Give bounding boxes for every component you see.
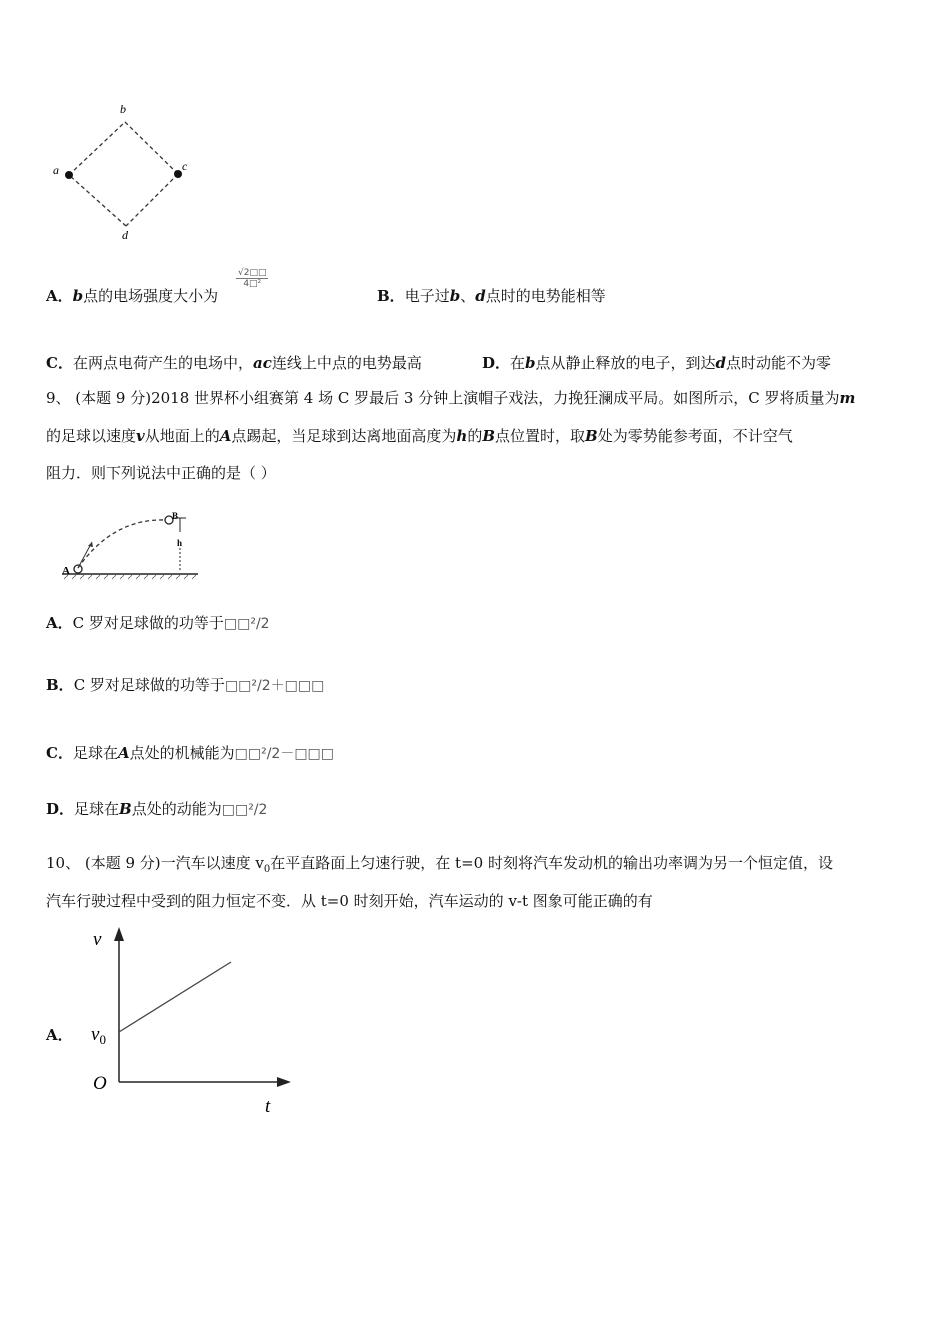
charge-a-dot — [65, 171, 73, 179]
vt-graph-option-a — [85, 925, 300, 1120]
y-axis-label: v — [93, 929, 102, 950]
q8-option-c: C．在两点电荷产生的电场中，ac连线上中点的电势最高 — [46, 354, 422, 372]
label-d: d — [122, 228, 128, 242]
q10-stem-line1: 10、 (本题 9 分)一汽车以速度 $v_0$在平直路面上匀速行驶，在 t=0 时刻将汽车发动机的输出功率调为另一个恒定值，设 — [46, 854, 833, 875]
charge-square-diagram — [40, 95, 200, 245]
fig-label-b: B — [172, 511, 179, 521]
charge-c-dot — [174, 170, 182, 178]
x-axis-label: t — [265, 1096, 271, 1117]
origin-label: O — [93, 1073, 107, 1094]
q8-option-b: B．电子过b、d点时的电势能相等 — [377, 287, 606, 305]
fig-label-a: A — [62, 565, 70, 577]
label-c: c — [182, 159, 188, 173]
q9-stem-line1: 9、 (本题 9 分)2018 世界杯小组赛第 4 场 C 罗最后 3 分钟上演帽子戏法，力挽狂澜成平局。如图所示，C 罗将质量为m — [46, 389, 856, 407]
q8-option-d: D．在b点从静止释放的电子，到达d点时动能不为零 — [482, 354, 832, 372]
q9-stem-line3: 阻力．则下列说法中正确的是（ ） — [46, 464, 276, 482]
q10-stem-line2: 汽车行驶过程中受到的阻力恒定不变．从 t=0 时刻开始，汽车运动的 v-t 图象可能正确的有 — [46, 892, 653, 910]
v0-label: $v_0$ — [91, 1024, 106, 1047]
label-a: a — [53, 163, 59, 177]
q9-option-a: A．C 罗对足球做的功等于□□²/2 — [46, 614, 270, 632]
q9-option-b: B．C 罗对足球做的功等于□□²/2＋□□□ — [46, 676, 325, 694]
q10-option-a-label: A． — [46, 1026, 73, 1044]
q8-option-a-formula: √2□□ 4□² — [238, 268, 267, 289]
velocity-line — [119, 962, 231, 1032]
fig-label-h: h — [177, 538, 183, 548]
q8-option-a: A．b点的电场强度大小为 — [46, 287, 219, 305]
soccer-trajectory-figure — [58, 508, 203, 583]
q9-stem-line2: 的足球以速度v从地面上的A点踢起，当足球到达离地面高度为h的B点位置时，取B处为零势能参考面，不计空气 — [46, 427, 793, 445]
q9-option-d: D．足球在B点处的动能为□□²/2 — [46, 800, 268, 818]
q9-option-c: C．足球在A点处的机械能为□□²/2－□□□ — [46, 744, 334, 762]
label-b: b — [120, 102, 126, 116]
ball-at-a — [74, 565, 82, 573]
